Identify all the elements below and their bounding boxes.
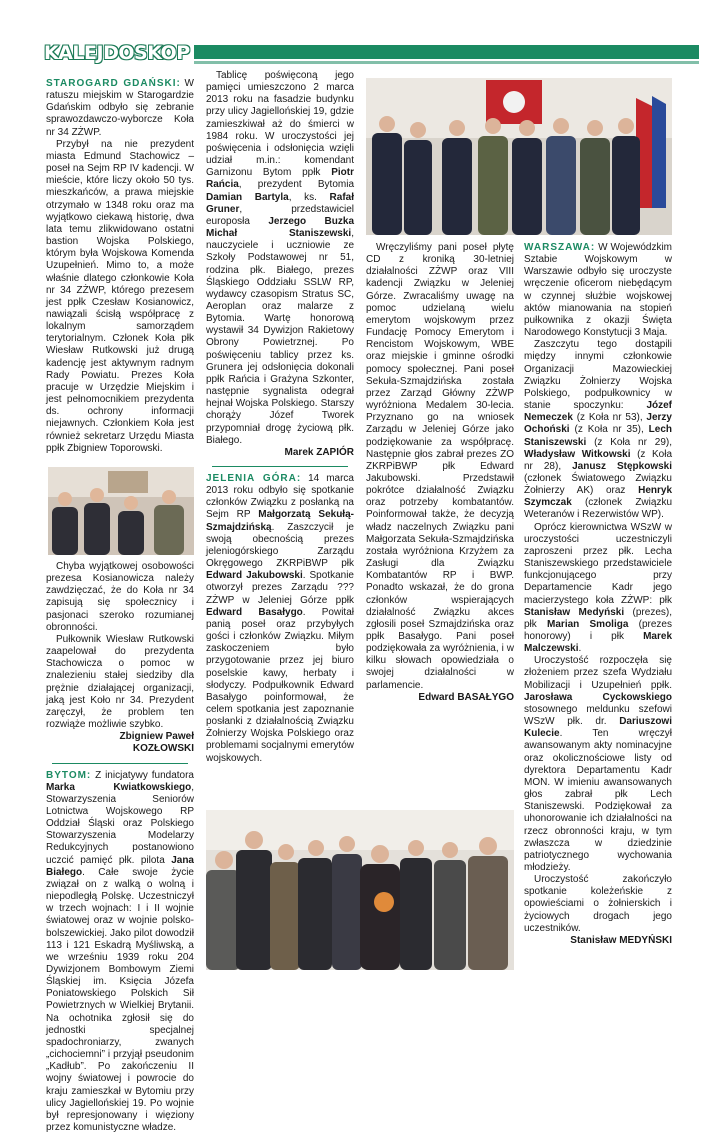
photo-warszawa: [366, 78, 672, 235]
column-4: [524, 242, 672, 947]
author-signature: Zbigniew Paweł: [46, 731, 194, 743]
header-bar: [194, 45, 699, 59]
article-paragraph: Pułkownik Wiesław Rutkowski zaapelował do prezydenta Stachowicza o pomoc w znalezieniu stałej siedziby dla prężnie działającej organizacji, jaką jest Koło nr 34. Prezydent zaręczył, że problem ten rozwiąże możliwie szybko.: [46, 634, 194, 731]
column-2: [206, 70, 354, 765]
article-bytom-lead: BYTOM: Z inicjatywy fundatora Marka Kwiatkowskiego, Stowarzyszenia Seniorów Lotnictwa Wojskowego RP Oddział Śląski oraz Polskiego Stowarzyszenia Modelarzy Redukcyjnych postanowiono uczcić pamięć płk. pilota Jana Białego. Całe swoje życie związał on z walką o wolną i niepodległą Polskę. Uczestniczył w trzech wojnach: I i II wojnie światowej oraz w wojnie polsko-bolszewickiej. Jako pilot dowodził 113 i 121 Eskadrą Myśliwską, a we wrześniu 1939 roku 204 Dywizjonem Bombowym Ziemi Śląskiej im. Księcia Józefa Poniatowskiego Polskich Sił Powietrznych w Wielkiej Brytanii. Na ochotnika zgłosił się do jednostki specjalnej spadochroniarzy, zwanych „cichociemni” i przyjął pseudonim „Kadłub”. Po zakończeniu II wojny światowej i powrocie do kraju zamieszkał w Bytomiu przy ulicy Jagiellońskiej 19. Po wojnie był represjonowany i więziony przez komunistyczne władze.: [46, 770, 194, 1134]
article-paragraph: Uroczystość zakończyło spotkanie koleżeńskie z opowieściami o żołnierskich i życiowych drogach jego uczestników.: [524, 874, 672, 935]
article-paragraph: Uroczystość rozpoczęła się złożeniem przez szefa Wydziału Mobilizacji i Uzupełnień ppłk. Jarosława Cyckowskiego stosownego meldunku szefowi WSzW płk. dr. Dariuszowi Kulecie. Ten wręczył awansowanym akty nominacyjne oraz okolicznościowe listy od dyrektora Departamentu Kadr MON. W imieniu awansowanych głos zabrał płk Lech Staniszewski. Podziękował za uhonorowanie ich działalności na rzecz obronności kraju, w tym zwłaszcza w dziedzinie patriotycznego wychowania młodzieży.: [524, 655, 672, 874]
article-paragraph: Wręczyliśmy pani poseł płytę CD z kroniką 30-letniej działalności ZŻWP oraz VIII kadencji Związku w Jeleniej Górze. Zwracaliśmy uwagę na pomoc udzielaną wielu emerytom wojskowym przez Fundację Pomocy Emerytom i Rencistom Wojskowym, WBE oraz miejskie i gminne ośrodki pomocy społecznej. Pani poseł Sekuła-Szmajdzińska została przez Zarząd Główny ZŻWP wyróżniona Medalem 30-lecia. Przyznano go na wniosek Zarządu w Jeleniej Górze jako podziękowanie za współpracę. Następnie głos zabrał prezes ZO ZKRPiBWP płk Edward Jakubowski. Przedstawił pokrótce działalność Związku oraz potrzeby kombatantów. Poinformował także, że decyzją władz naczelnych Związku pani Małgorzata Sekuła-Szmajdzińska została wyróżniona Krzyżem za Zasługi dla Związku Kombatantów RP i BWP. Ponadto wskazał, że do grona członków wspierających działalność Związku akces zgłosili poseł Szmajdzińska oraz ppłk Basałygo. Pani poseł podziękowała za wyróżnienia, i w kilku słowach opowiedziała o swojej działalności w parlamencie.: [366, 242, 514, 692]
photo-starogard-image: [48, 467, 194, 555]
article-paragraph: Tablicę poświęconą jego pamięci umieszczono 2 marca 2013 roku na fasadzie budynku przy ulicy Jagiellońskiej 19, gdzie zamieszkiwał aż do śmierci w 1984 roku. W uroczystości jej poświęcenia i odsłonięcia wzięli udział m.in.: komendant Garnizonu Bytom ppłk Piotr Rańcia, prezydent Bytomia Damian Bartyla, ks. Rafał Gruner, przedstawiciel europosła Jerzego Buzka Michał Staniszewski, nauczyciele i uczniowie ze Szkoły Podstawowej nr 51, rodzina płk. Białego, prezes Śląskiego Oddziału SSLW RP, wydawcy czasopism Stratus SC, Aeroplan oraz malarze z Bytomia. Wartę honorową wystawił 34 Dywizjon Rakietowy Obrony Powietrznej. Po poświęceniu tablicy przez ks. Grunera jej odsłonięcia dokonali ppłk Rańcia i Grażyna Szkonter, następnie sygnalista odegrał hejnał Wojska Polskiego. Starszy chorąży Józef Tworek przypomniał drogę życiową płk. Białego.: [206, 70, 354, 447]
section-logo: KALEJDOSKOP: [44, 40, 190, 66]
article-paragraph: Przybył na nie prezydent miasta Edmund Stachowicz – poseł na Sejm RP IV kadencji. W mieście, które liczy około 50 tys. mieszkańców, a prawa miejskie otrzymało w 1348 roku oraz ma wyjątkowo ciekawą historię, dwa lata temu zlikwidowano ostatni bastion Wojska Polskiego, którym była Wojskowa Komenda Uzupełnień. Mimo to, a może właśnie dlatego członkowie Koła nr 34 ZŻWP, którego prezesem jest ppłk Czesław Kosianowicz, nawiązali ścisłą współpracę z lokalnym samorządem terytorialnym. Członek Koła płk Wiesław Rutkowski już drugą kadencję jest aktywnym radnym Rady Powiatu. Prezes Koła pracuje w Urzędzie Miejskim i jest pełnomocnikiem prezydenta ds. ochrony informacji niejawnych. Członkiem Koła jest również sekretarz Urzędu Miasta ppłk Zbigniew Toporowski.: [46, 139, 194, 455]
article-starogard-lead: STAROGARD GDAŃSKI: W ratuszu miejskim w Starogardzie Gdańskim odbyło się zebranie sprawozdawczo-wyborcze Koła nr 34 ZŻWP.: [46, 78, 194, 139]
article-warszawa-lead: WARSZAWA: W Wojewódzkim Sztabie Wojskowym w Warszawie odbyło się uroczyste wręczenie oficerom niebędącym w czynnej służbie wojskowej aktów mianowania na stopień pułkownika z okazji Święta Narodowego Konstytucji 3 Maja.: [524, 242, 672, 339]
article-paragraph: Zaszczytu tego dostąpili między innymi członkowie Organizacji Mazowieckiej Związku Żołnierzy Wojska Polskiego, podpułkownicy w stanie spoczynku: Józef Nemeczek (z Koła nr 53), Jerzy Ochoński (z Koła nr 35), Lech Staniszewski (z Koła nr 29), Władysław Witkowski (z Koła nr 28), Janusz Stępkowski (członek Światowego Związku Żołnierzy AK) oraz Henryk Szymczak (członek Związku Weteranów i Rezerwistów WP).: [524, 339, 672, 521]
column-1-lower: [46, 561, 194, 1134]
section-divider: [212, 466, 348, 467]
author-signature: Edward BASAŁYGO: [366, 692, 514, 704]
article-paragraph: Chyba wyjątkowej osobowości prezesa Kosianowicza należy zawdzięczać, że do Koła nr 34 zapisują się społecznicy i pasjonaci szeroko rozumianej obronności.: [46, 561, 194, 634]
photo-jelenia-gora: [206, 810, 514, 970]
section-divider: [52, 763, 188, 764]
photo-warszawa-image: [366, 78, 672, 235]
column-1: [46, 78, 194, 455]
author-signature: KOZŁOWSKI: [46, 743, 194, 755]
column-3: [366, 242, 514, 704]
photo-jelenia-gora-image: [206, 810, 514, 970]
photo-starogard: [48, 467, 194, 555]
author-signature: Stanisław MEDYŃSKI: [524, 935, 672, 947]
section-header: [44, 40, 699, 66]
author-signature: Marek ZAPIÓR: [206, 447, 354, 459]
header-bar-thin: [194, 61, 699, 64]
city-label: STAROGARD GDAŃSKI:: [46, 78, 181, 89]
article-jelenia-lead: JELENIA GÓRA: 14 marca 2013 roku odbyło się spotkanie członków Związku z posłanką na Sejm RP Małgorzatą Sekułą-Szmajdzińską. Zaszczycił je swoją obecnością prezes jeleniogórskiego Zarządu Okręgowego ZKRPiBWP płk Edward Jakubowski. Spotkanie otworzył prezes Zarządu ??? ZŻWP w Jeleniej Górze ppłk Edward Basałygo. Powitał panią poseł oraz przybyłych gości i członków Związku. Miłym zaskoczeniem było przygotowanie przez jej biuro poselskie kawy, herbaty i słodyczy. Podpułkownik Edward Basałygo poinformował, że celem spotkania jest zapoznanie posłanki z działalnością Związku Żołnierzy Wojska Polskiego oraz problemami socjalnymi emerytów wojskowych.: [206, 473, 354, 765]
article-paragraph: Oprócz kierownictwa WSzW w uroczystości uczestniczyli zaproszeni przez płk. Lecha Staniszewskiego przedstawiciele funkcjonującego przy Departamencie Kadr jego macierzystego koła ZŻWP: płk Stanisław Medyński (prezes), płk Marian Smoliga (prezes honorowy) i płk Marek Malczewski.: [524, 522, 672, 656]
